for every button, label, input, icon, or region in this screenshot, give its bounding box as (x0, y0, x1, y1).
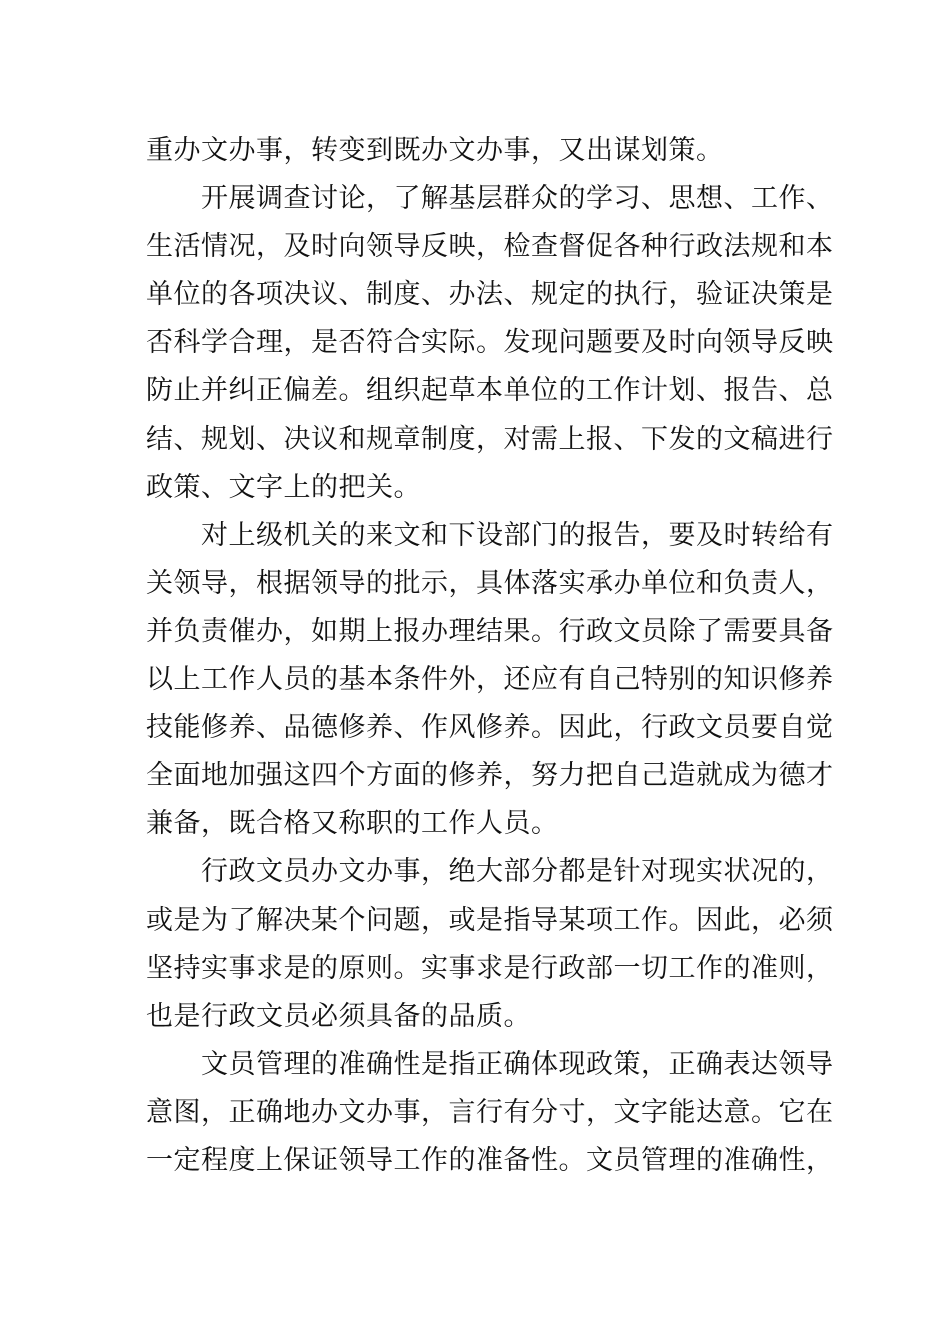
text-line: 生活情况，及时向领导反映，检查督促各种行政法规和本 (146, 231, 834, 263)
text-line: 坚持实事求是的原则。实事求是行政部一切工作的准则， (146, 952, 834, 984)
text-line: 意图，正确地办文办事，言行有分寸，文字能达意。它在 (146, 1096, 834, 1128)
text-line: 也是行政文员必须具备的品质。 (146, 1000, 531, 1032)
paragraph-first-line: 文员管理的准确性是指正确体现政策，正确表达领导 (201, 1048, 834, 1080)
paragraph-first-line: 开展调查讨论，了解基层群众的学习、思想、工作、 (201, 183, 834, 215)
paragraph-first-line: 对上级机关的来文和下设部门的报告，要及时转给有 (201, 519, 834, 551)
body-text (146, 127, 834, 1185)
text-line: 并负责催办，如期上报办理结果。行政文员除了需要具备 (146, 615, 834, 647)
text-line: 关领导，根据领导的批示，具体落实承办单位和负责人， (146, 567, 834, 599)
text-line: 否科学合理，是否符合实际。发现问题要及时向领导反映 (146, 327, 834, 359)
text-line: 防止并纠正偏差。组织起草本单位的工作计划、报告、总 (146, 375, 834, 407)
text-line: 政策、文字上的把关。 (146, 471, 421, 503)
text-line: 或是为了解决某个问题，或是指导某项工作。因此，必须 (146, 904, 834, 936)
text-line: 单位的各项决议、制度、办法、规定的执行，验证决策是 (146, 279, 834, 311)
text-line: 重办文办事，转变到既办文办事，又出谋划策。 (146, 135, 724, 166)
text-line: 结、规划、决议和规章制度，对需上报、下发的文稿进行 (146, 423, 834, 455)
text-line: 兼备，既合格又称职的工作人员。 (146, 808, 559, 840)
text-line: 一定程度上保证领导工作的准备性。文员管理的准确性， (146, 1144, 834, 1176)
text-line: 以上工作人员的基本条件外，还应有自己特别的知识修养 (146, 664, 834, 696)
text-line: 技能修养、品德修养、作风修养。因此，行政文员要自觉 (146, 712, 834, 744)
paragraph-first-line: 行政文员办文办事，绝大部分都是针对现实状况的， (201, 856, 834, 888)
text-line: 全面地加强这四个方面的修养，努力把自己造就成为德才 (146, 760, 834, 792)
